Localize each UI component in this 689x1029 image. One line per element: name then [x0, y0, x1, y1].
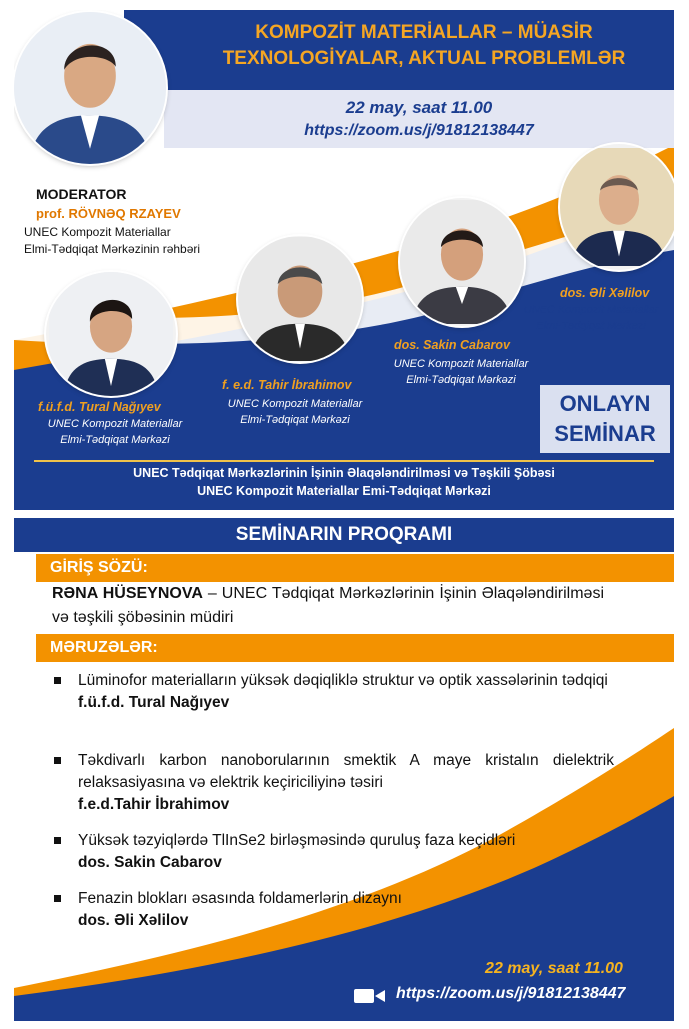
intro-text — [52, 582, 604, 630]
intro-name: RƏNA HÜSEYNOVA — [52, 585, 203, 602]
gold-divider — [34, 460, 654, 462]
speaker-name-2: f. e.d. Tahir İbrahimov — [222, 378, 352, 392]
moderator-name: prof. RÖVNƏQ RZAYEV — [36, 206, 181, 221]
online-line-2: SEMİNAR — [554, 421, 656, 446]
report-author: f.e.d.Tahir İbrahimov — [78, 796, 230, 813]
speaker-org-2-line-2: Elmi-Tədqiqat Mərkəzi — [240, 414, 350, 426]
bullet-icon — [54, 677, 61, 684]
report-title: Yüksək təzyiqlərdə TlInSe2 birləşməsində quruluş faza keçidləri — [78, 832, 516, 849]
report-author: dos. Əli Xəlilov — [78, 912, 189, 929]
speaker-name-4: dos. Əli Xəlilov — [560, 286, 650, 300]
person-avatar-icon — [14, 12, 166, 164]
person-avatar-icon — [560, 144, 674, 270]
speaker-org-2-line-1: UNEC Kompozit Materiallar — [227, 398, 363, 410]
speaker-photo-1 — [46, 272, 176, 396]
bullet-icon — [54, 757, 61, 764]
speaker-org-4-line-2: Elmi-Tədqiqat Mərkəzi — [536, 320, 646, 332]
speaker-photo-4 — [560, 144, 674, 270]
report-item — [54, 830, 614, 874]
speaker-org-3-line-1: UNEC Kompozit Materiallar — [393, 358, 529, 370]
speaker-org-4-line-1: UNEC Kompozit Materiallar — [523, 304, 659, 316]
intro-role: – UNEC Tədqiqat Mərkəzlərinin İşinin Əlaqələndirilməsi və təşkili şöbəsinin müdiri — [52, 585, 605, 626]
video-camera-icon — [354, 987, 386, 1005]
speaker-org-3 — [376, 356, 546, 388]
bullet-icon — [54, 895, 61, 902]
speaker-org-1-line-1: UNEC Kompozit Materiallar — [47, 418, 183, 430]
poster-zoom-link[interactable]: https://zoom.us/j/91812138447 — [304, 122, 534, 139]
moderator-org-line-2: Elmi-Tədqiqat Mərkəzinin rəhbəri — [24, 242, 201, 256]
title-line-2: TEXNOLOGİYALAR, AKTUAL PROBLEMLƏR — [222, 48, 626, 69]
report-title: Lüminofor materialların yüksək dəqiqliklə struktur və optik xassələrinin tədqiqi — [78, 672, 608, 689]
speaker-org-3-line-2: Elmi-Tədqiqat Mərkəzi — [406, 374, 516, 386]
moderator-org-line-1: UNEC Kompozit Materiallar — [24, 225, 171, 239]
moderator-org — [24, 224, 200, 258]
seminar-program — [14, 518, 674, 1021]
report-author: dos. Sakin Cabarov — [78, 854, 222, 871]
seminar-poster — [14, 10, 674, 510]
speaker-org-1-line-2: Elmi-Tədqiqat Mərkəzi — [60, 434, 170, 446]
speaker-org-1 — [30, 416, 200, 448]
poster-date: 22 may, saat 11.00 — [345, 98, 493, 117]
poster-title — [164, 20, 674, 72]
report-title: Təkdivarlı karbon nanoborularının smektik A maye kristalın dielektrik relaksasiyasına və elektrik keçiriciliyinə təsiri — [78, 752, 614, 791]
speaker-name-3: dos. Sakin Cabarov — [394, 338, 511, 352]
speaker-photo-2 — [238, 236, 362, 362]
speaker-org-4 — [506, 302, 674, 334]
moderator-photo — [14, 12, 166, 164]
report-author: f.ü.f.d. Tural Nağıyev — [78, 694, 230, 711]
report-item — [54, 750, 614, 816]
program-zoom-link[interactable]: https://zoom.us/j/91812138447 — [396, 985, 626, 1002]
online-seminar-badge — [540, 385, 670, 453]
speaker-org-2 — [210, 396, 380, 428]
report-item — [54, 888, 614, 932]
intro-label: GİRİŞ SÖZÜ: — [36, 554, 674, 582]
person-avatar-icon — [46, 272, 176, 396]
department-line-2: UNEC Kompozit Materiallar Emi-Tədqiqat Mərkəzi — [197, 484, 491, 498]
program-header: SEMİNARIN PROQRAMI — [14, 518, 674, 552]
department-line-1: UNEC Tədqiqat Mərkəzlərinin İşinin Əlaqələndirilməsi və Təşkili Şöbəsi — [133, 466, 555, 480]
reports-label: MƏRUZƏLƏR: — [36, 634, 674, 662]
title-line-1: KOMPOZİT MATERİALLAR – MÜASİR — [255, 22, 593, 43]
report-title: Fenazin blokları əsasında foldamerlərin dizaynı — [78, 890, 402, 907]
moderator-label: MODERATOR — [36, 186, 127, 202]
person-avatar-icon — [238, 236, 362, 362]
speaker-name-1: f.ü.f.d. Tural Nağıyev — [38, 400, 161, 414]
bullet-icon — [54, 837, 61, 844]
report-item — [54, 670, 614, 714]
online-line-1: ONLAYN — [559, 391, 651, 416]
program-date: 22 may, saat 11.00 — [485, 960, 623, 977]
